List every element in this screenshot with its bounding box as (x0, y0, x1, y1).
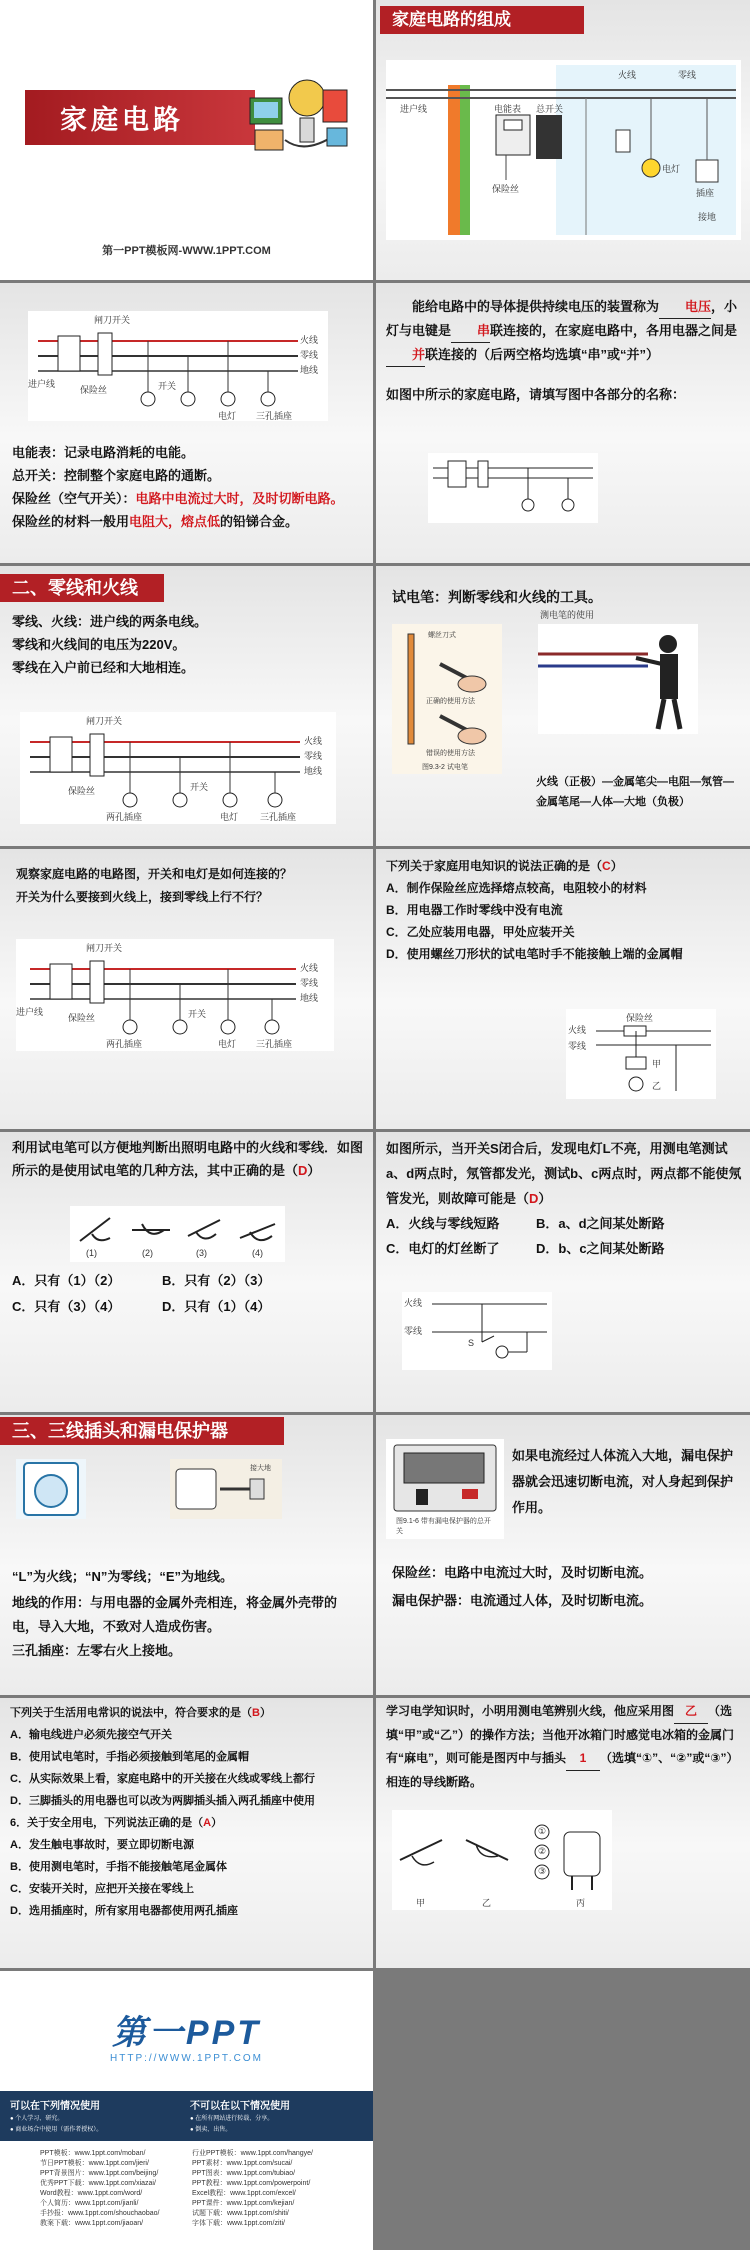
q1-option-b: B．使用试电笔时，手指必须接触到笔尾的金属帽 (10, 1751, 249, 1763)
q9-options: A．只有（1）（2） B．只有（2）（3） C．只有（3）（4） D．只有（1）（4） (12, 1273, 271, 1314)
fig-label-zkg: 闸刀开关 (86, 716, 123, 726)
option-d: D．使用螺丝刀形状的试电笔时手不能接触上端的金属帽 (386, 947, 683, 961)
slide-1-title (0, 0, 373, 280)
fig-label-jia: 甲 (416, 1898, 426, 1908)
fault-circuit-figure (402, 1292, 552, 1370)
pin-2: ② (538, 1846, 547, 1856)
q2-stem: 6．关于安全用电，下列说法正确的是（A） (10, 1817, 223, 1829)
option-a: A．制作保险丝应选择熔点较高，电阻较小的材料 (386, 881, 647, 895)
mcq-stem: 下列关于家庭用电知识的说法正确的是（C） (386, 859, 623, 873)
washing-machine-figure (16, 1459, 86, 1519)
slide-7-switch-question (0, 849, 373, 1129)
fig-label-di: 地线 (300, 365, 319, 375)
fig-label-huo: 火线 (568, 1025, 587, 1035)
fill-blank-text (386, 295, 742, 406)
pin-1: ① (538, 1826, 547, 1836)
fig-label-yi: 乙 (482, 1898, 492, 1908)
q2-option-b: B．使用测电笔时，手指不能接触笔尾金属体 (10, 1861, 227, 1873)
option-b: B．用电器工作时零线中没有电流 (386, 903, 563, 917)
fig-label-a: 螺丝刀式 (428, 632, 456, 639)
link[interactable]: 字体下载：www.1ppt.com/ziti/ (192, 2220, 285, 2227)
fig-label-jh: 进户线 (16, 1007, 44, 1017)
simple-circuit-figure (428, 453, 598, 523)
brand-logo: 第一PPT (111, 2014, 262, 2052)
fig-label-rs: 保险丝 (80, 385, 108, 395)
circuit-diagram (20, 712, 336, 824)
fig-label-kg: 开关 (158, 381, 177, 391)
fig-label-bing: 丙 (576, 1898, 586, 1908)
slide-13-safety-mcq (0, 1698, 373, 1968)
slide-8-mcq (376, 849, 750, 1129)
link[interactable]: PPT背景图片：www.1ppt.com/beijing/ (40, 2170, 159, 2177)
link[interactable]: Word教程：www.1ppt.com/word/ (40, 2190, 143, 2197)
fig-label-huo: 火线 (300, 335, 319, 345)
fridge-question: 学习电学知识时，小明用测电笔辨别火线，他应采用图 乙 （选填“甲”或“乙”）的操作方法；当他开冰箱门时感觉电冰箱的金属门有“麻电”，则可能是图丙中与插头 1 （选填“①”、“②”或“③”）相连的导线断路。 (386, 1700, 742, 1794)
protector-figure (386, 1439, 504, 1539)
fig-label-ling: 零线 (568, 1041, 587, 1051)
note-fuse: 保险丝：电路中电流过大时，及时切断电流。 (392, 1565, 653, 1580)
fig-label-ling: 零线 (304, 751, 323, 761)
fig-label-s: S (468, 1338, 475, 1348)
section-header: 家庭电路的组成 (380, 6, 584, 34)
fig-label-b: 正确的使用方法 (426, 698, 475, 705)
license-bar (0, 2091, 373, 2141)
earth-label: 接大地 (250, 1465, 271, 1472)
brand-url: HTTP://WWW.1PPT.COM (110, 2053, 263, 2064)
slide-15-license (0, 1971, 373, 2250)
question-1: 观察家庭电路的电路图，开关和电灯是如何连接的？ (16, 867, 293, 881)
question-2: 开关为什么要接到火线上，接到零线上行不行？ (16, 890, 269, 904)
protector-caption: 图9.1-6 带有漏电保护器的总开关 (396, 1518, 491, 1535)
method-num-2: (2) (142, 1248, 153, 1258)
section-header: 二、零线和火线 (0, 574, 164, 602)
fig-label-d: 图9.3-2 试电笔 (422, 764, 468, 771)
fig-label-zkg: 闸刀开关 (86, 943, 123, 953)
q9-stem: 利用试电笔可以方便地判断出照明电路中的火线和零线．如图所示的是使用试电笔的几种方法，其中正确的是（D） (12, 1140, 364, 1178)
fig-label-jia: 甲 (652, 1059, 662, 1069)
fig-label-rs: 保险丝 (68, 786, 96, 796)
fig-caption: 测电笔的使用 (540, 610, 595, 620)
link[interactable]: PPT课件：www.1ppt.com/kejian/ (192, 2200, 295, 2207)
fig-label-huo: 火线 (300, 963, 319, 973)
fig-label-dd: 电灯 (218, 411, 237, 421)
fig-label-yi: 乙 (652, 1081, 662, 1091)
q2-option-d: D．选用插座时，所有家用电器都使用两孔插座 (10, 1905, 238, 1917)
question-paragraph: 能给电路中的导体提供持续电压的装置称为 电压，小灯与电键是 串联连接的，在家庭电路中，各用电器之间是并联连接的（后两空格均选填“串”或“并”） (386, 295, 742, 367)
house-wiring-figure (386, 60, 741, 240)
link[interactable]: 手抄报：www.1ppt.com/shouchaobao/ (40, 2210, 160, 2217)
slide-5-live-neutral (0, 566, 373, 846)
slide-6-test-pen (376, 566, 750, 846)
pin-3: ③ (538, 1866, 547, 1876)
links-right (192, 2149, 368, 2229)
slide-11-three-wire-plug (0, 1415, 373, 1695)
mcq-text (386, 855, 742, 965)
slide-9-test-pen-methods (0, 1132, 373, 1412)
fig-label-lk: 两孔插座 (106, 1039, 143, 1049)
label-switch: 总开关 (536, 104, 564, 114)
q1-option-a: A．输电线进户必须先接空气开关 (10, 1729, 172, 1741)
person-testing-figure (538, 610, 698, 734)
can-2: ● 商业场合中使用（需作者授权）。 (10, 2127, 103, 2133)
section-header: 三、三线插头和漏电保护器 (0, 1417, 284, 1445)
fig-label-lk: 两孔插座 (106, 812, 143, 822)
slide-2-composition (376, 0, 750, 280)
plug-notes (12, 1565, 362, 1663)
q2-option-a: A．发生触电事故时，要立即切断电源 (10, 1839, 194, 1851)
label-wall: 进户线 (400, 104, 428, 114)
note-line2: 零线和火线间的电压为220V。 (12, 637, 186, 652)
slide-10-fault (376, 1132, 750, 1412)
fig-label-jh: 进户线 (28, 379, 56, 389)
circuit-diagram (16, 939, 334, 1051)
fig-label-rs: 保险丝 (626, 1013, 654, 1023)
can-1: ● 个人学习、研究。 (10, 2116, 64, 2122)
slide-12-leakage-protector (376, 1415, 750, 1695)
plug-figure (170, 1459, 282, 1519)
method-num-1: (1) (86, 1248, 97, 1258)
protector-notes (392, 1559, 742, 1615)
note-meter: 电能表：记录电路消耗的电能。 (12, 445, 195, 460)
link[interactable]: PPT素材：www.1ppt.com/sucai/ (192, 2160, 293, 2167)
option-c: C．乙处应装用电器，甲处应装开关 (386, 925, 575, 939)
label-lamp: 电灯 (662, 164, 681, 174)
slide-14-fridge (376, 1698, 750, 1968)
fig-label-ling: 零线 (300, 978, 319, 988)
fig-label-ling: 零线 (404, 1326, 423, 1336)
link[interactable]: PPT模板：www.1ppt.com/moban/ (40, 2150, 146, 2157)
fig-label-huo: 火线 (404, 1298, 423, 1308)
note-socket: 三孔插座：左零右火上接地。 (12, 1643, 182, 1658)
q2-option-c: C．安装开关时，应把开关接在零线上 (10, 1883, 194, 1895)
fig-label-sk: 三孔插座 (256, 411, 293, 421)
appliances-illustration (245, 60, 355, 160)
test-pen-figure (392, 624, 502, 774)
link[interactable]: Excel教程：www.1ppt.com/excel/ (192, 2190, 296, 2197)
fig-label-sk: 三孔插座 (256, 1039, 293, 1049)
slide-3-components (0, 283, 373, 563)
note-fuse-material: 保险丝的材料一般用电阻大，熔点低的铅锑合金。 (12, 514, 299, 529)
label-huoxian: 火线 (618, 70, 637, 80)
test-pen-title: 试电笔：判断零线和火线的工具。 (392, 589, 602, 605)
fig-label-di: 地线 (300, 993, 319, 1003)
link[interactable]: PPT图表：www.1ppt.com/tubiao/ (192, 2170, 296, 2177)
label-socket: 插座 (696, 188, 715, 198)
link[interactable]: 教案下载：www.1ppt.com/jiaoan/ (40, 2220, 144, 2227)
question-prompt: 如图中所示的家庭电路，请填写图中各部分的名称： (386, 387, 686, 402)
link[interactable]: 优秀PPT下载：www.1ppt.com/xiazai/ (40, 2180, 156, 2187)
q1-stem: 下列关于生活用电常识的说法中，符合要求的是（B） (10, 1707, 271, 1719)
note-fuse: 保险丝（空气开关）：电路中电流过大时，及时切断电路。 (12, 491, 344, 506)
pen-methods-figure (70, 1206, 285, 1262)
link[interactable]: PPT教程：www.1ppt.com/powerpoint/ (192, 2180, 311, 2187)
switch-questions (16, 863, 361, 909)
note-line3: 零线在入户前已经和大地相连。 (12, 660, 195, 675)
method-num-3: (3) (196, 1248, 207, 1258)
fig-label-huo: 火线 (304, 736, 323, 746)
live-neutral-notes (12, 610, 364, 679)
cannot-2: ● 倒卖、出售。 (190, 2127, 232, 2133)
title-text: 家庭电路 (60, 105, 184, 135)
fig-label-kg: 开关 (190, 782, 209, 792)
note-switch: 总开关：控制整个家庭电路的通断。 (12, 468, 221, 483)
q1-option-d: D．三脚插头的用电器也可以改为两脚插头插入两孔插座中使用 (10, 1795, 315, 1807)
fig-label-rs: 保险丝 (68, 1013, 96, 1023)
fig-label-c: 错误的使用方法 (426, 750, 475, 757)
cannot-title: 不可以在以下情况使用 (190, 2101, 290, 2112)
current-path-note: 火线（正极）—金属笔尖—电阻—氖管—金属笔尾—人体—大地（负极） (536, 776, 734, 808)
subtitle: 第一PPT模板网-WWW.1PPT.COM (102, 245, 271, 257)
note-lne: “L”为火线；“N”为零线；“E”为地线。 (12, 1569, 234, 1584)
label-lingxian: 零线 (678, 70, 697, 80)
link[interactable]: 试题下载：www.1ppt.com/shiti/ (192, 2210, 289, 2217)
link[interactable]: 节日PPT模板：www.1ppt.com/jieri/ (40, 2160, 149, 2167)
fig-label-ling: 零线 (300, 350, 319, 360)
fig-label-zkg: 闸刀开关 (94, 315, 131, 325)
link[interactable]: 个人简历：www.1ppt.com/jianli/ (40, 2200, 139, 2207)
pen-plug-figure (392, 1810, 612, 1910)
method-num-4: (4) (252, 1248, 263, 1258)
circuit-diagram (28, 311, 328, 421)
component-notes (12, 441, 364, 533)
safety-questions (10, 1702, 366, 1922)
slide-4-fill-blank (376, 283, 750, 563)
label-earth: 接地 (698, 212, 717, 222)
note-line1: 零线、火线：进户线的两条电线。 (12, 614, 208, 629)
fig-label-dd: 电灯 (218, 1039, 237, 1049)
cannot-1: ● 在所有网站进行转载、分享。 (190, 2116, 274, 2122)
fig-label-sk: 三孔插座 (260, 812, 297, 822)
links-left (40, 2149, 200, 2229)
fuse-circuit-figure (566, 1009, 716, 1099)
label-fuse: 保险丝 (492, 184, 520, 194)
note-earth: 地线的作用：与用电器的金属外壳相连，将金属外壳带的电，导入大地，不致对人造成伤害。 (12, 1595, 338, 1634)
link[interactable]: 行业PPT模板：www.1ppt.com/hangye/ (192, 2150, 313, 2157)
note-protector: 漏电保护器：电流通过人体，及时切断电流。 (392, 1593, 653, 1608)
q1-option-c: C．从实际效果上看，家庭电路中的开关接在火线或零线上都行 (10, 1773, 315, 1785)
fig-label-di: 地线 (304, 766, 323, 776)
protector-desc: 如果电流经过人体流入大地，漏电保护器就会迅速切断电流，对人身起到保护作用。 (512, 1448, 734, 1515)
q10-text: 如图所示，当开关S闭合后，发现电灯L不亮，用测电笔测试a、d两点时，氖管都发光，测试b、c两点时，两点都不能使氖管发光，则故障可能是（D） A．火线与零线短路 B．a、d之间某处断路 C．电灯的灯丝断了 D．b、c之间某处断路 (386, 1141, 742, 1256)
fig-label-kg: 开关 (188, 1009, 207, 1019)
label-meter: 电能表 (494, 104, 522, 114)
can-title: 可以在下列情况使用 (10, 2101, 100, 2112)
fig-label-dd: 电灯 (220, 812, 239, 822)
